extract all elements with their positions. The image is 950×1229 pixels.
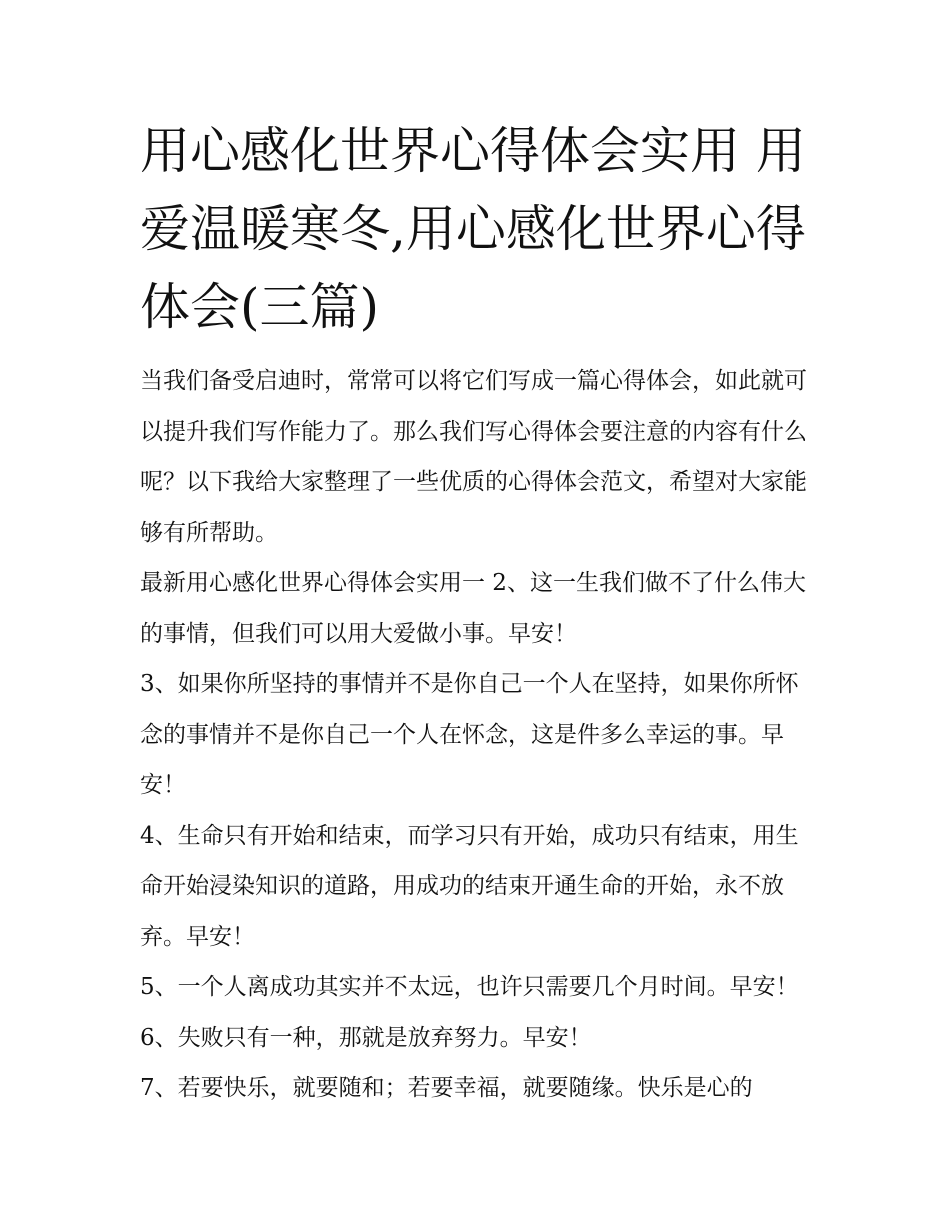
document-page	[140, 112, 815, 1114]
paragraph-item-5-6: 5、一个人离成功其实并不太远，也许只需要几个月时间。早安！ 6、失败只有一种，那就是放弃努力。早安！	[140, 974, 799, 1051]
document-title: 用心感化世界心得体会实用 用爱温暖寒冬,用心感化世界心得体会(三篇)	[140, 122, 806, 336]
paragraph-item-7: 7、若要快乐，就要随和；若要幸福，就要随缘。快乐是心的	[140, 1075, 753, 1101]
paragraph-item-3: 3、如果你所坚持的事情并不是你自己一个人在坚持，如果你所怀念的事情并不是你自己一个人在怀念，这是件多么幸运的事。早安！	[140, 671, 799, 798]
paragraph-item-4: 4、生命只有开始和结束，而学习只有开始，成功只有结束，用生命开始浸染知识的道路，用成功的结束开通生命的开始，永不放弃。早安！	[140, 822, 799, 950]
document-body	[140, 356, 815, 1114]
paragraph-intro: 当我们备受启迪时，常常可以将它们写成一篇心得体会，如此就可以提升我们写作能力了。那么我们写心得体会要注意的内容有什么呢？以下我给大家整理了一些优质的心得体会范文，希望对大家能够有所帮助。	[140, 368, 807, 546]
paragraph-item-2: 最新用心感化世界心得体会实用一 2、这一生我们做不了什么伟大的事情，但我们可以用大爱做小事。早安！	[140, 570, 806, 647]
